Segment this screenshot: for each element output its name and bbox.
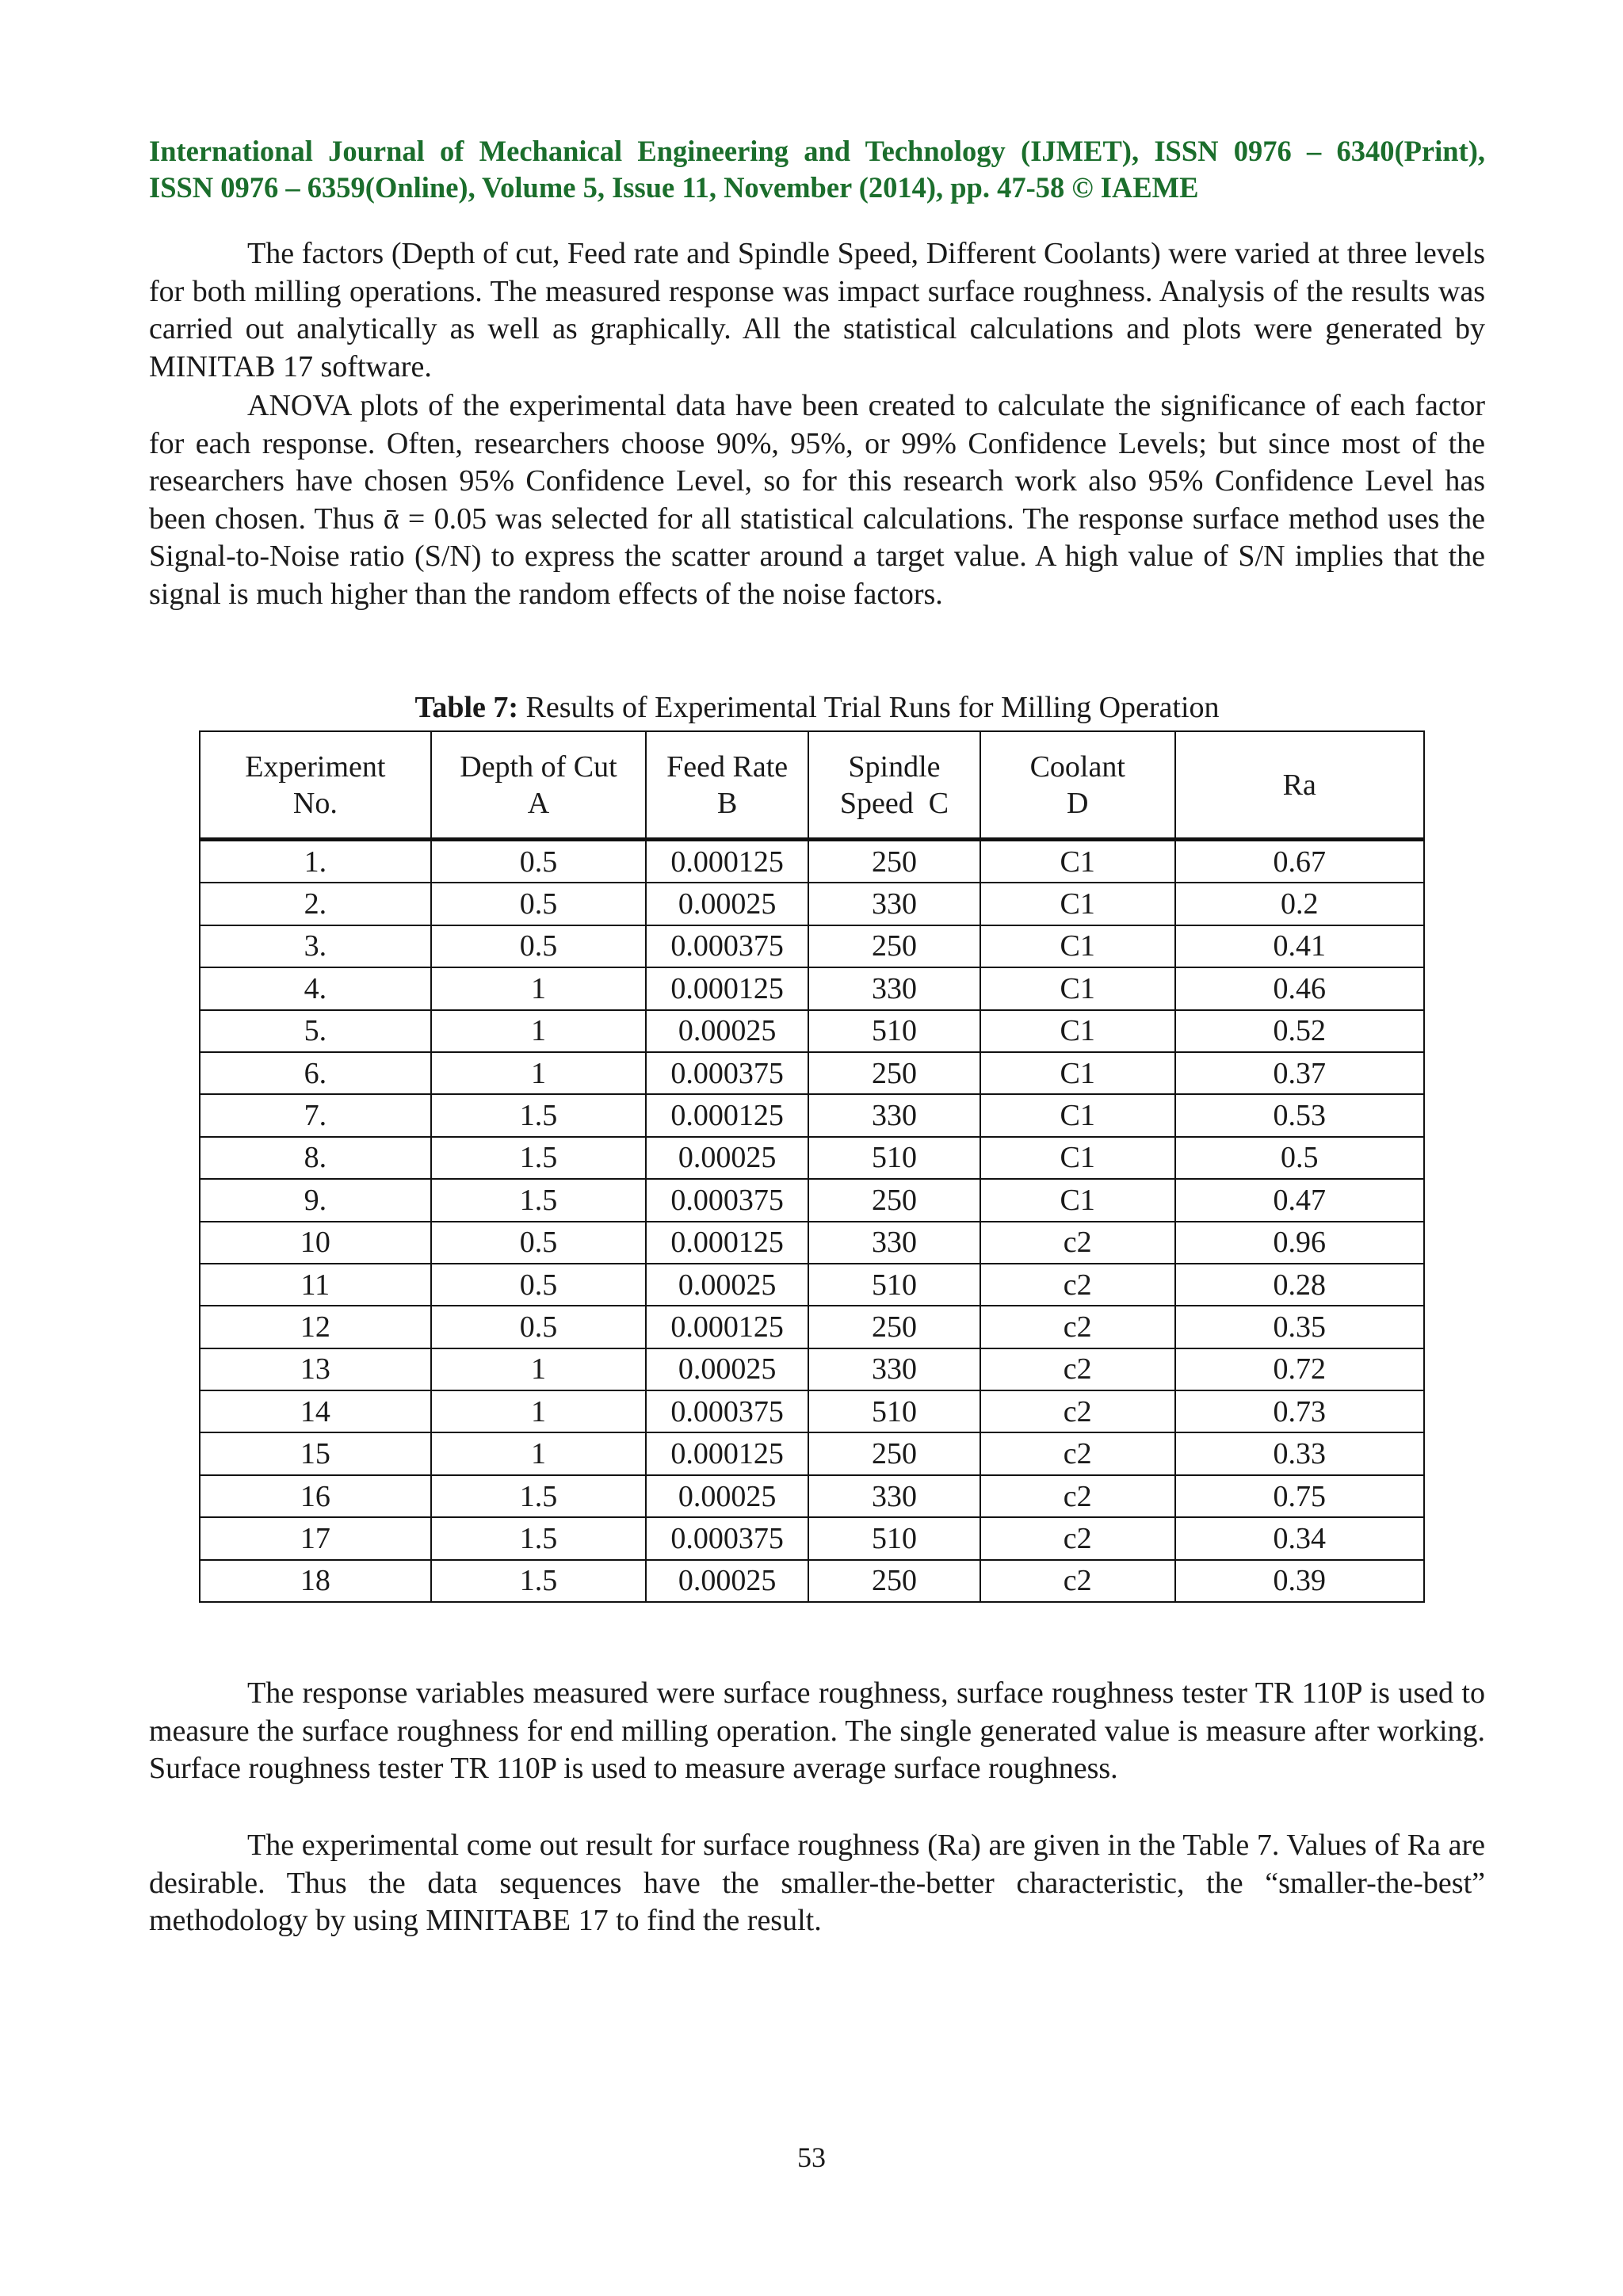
table-cell: 1.5 [431, 1517, 647, 1559]
table-cell: 330 [808, 1222, 980, 1264]
table-caption [149, 689, 1485, 726]
table-cell: 250 [808, 1432, 980, 1474]
table-cell: c2 [980, 1432, 1175, 1474]
results-table [199, 730, 1425, 1603]
table-cell: 0.000375 [646, 1179, 808, 1221]
table-cell: 0.5 [431, 1306, 647, 1348]
table-cell: 0.52 [1175, 1010, 1424, 1052]
paragraph-response-variables [149, 1675, 1485, 1788]
table-cell: 0.72 [1175, 1348, 1424, 1390]
table-cell: 250 [808, 1306, 980, 1348]
table-cell: c2 [980, 1348, 1175, 1390]
table-cell: 0.5 [431, 925, 647, 967]
paragraph-factors [149, 235, 1485, 386]
table-cell: 250 [808, 1179, 980, 1221]
table-cell: C1 [980, 1094, 1175, 1136]
table-cell: c2 [980, 1475, 1175, 1517]
table-cell: 0.96 [1175, 1222, 1424, 1264]
table-cell: 0.67 [1175, 840, 1424, 883]
table-cell: 0.00025 [646, 1475, 808, 1517]
table-cell: 0.000375 [646, 1390, 808, 1432]
table-cell: 0.00025 [646, 1137, 808, 1179]
table-caption-text: Results of Experimental Trial Runs for Milling Operation [518, 691, 1220, 724]
table-row [200, 1560, 1424, 1602]
table-cell: c2 [980, 1264, 1175, 1306]
table-cell: 1 [431, 1052, 647, 1094]
table-cell: 330 [808, 1475, 980, 1517]
table-cell: 0.2 [1175, 883, 1424, 925]
header-coolant [980, 731, 1175, 840]
table-cell: 1.5 [431, 1560, 647, 1602]
header-text: B [716, 786, 738, 820]
table-row [200, 883, 1424, 925]
header-text: A [527, 786, 550, 820]
table-cell: 0.00025 [646, 1348, 808, 1390]
table-cell: 0.75 [1175, 1475, 1424, 1517]
journal-header-line2: ISSN 0976 – 6359(Online), Volume 5, Issue 11, November (2014), pp. 47-58 © IAEME [149, 171, 1199, 204]
table-cell: 0.00025 [646, 1010, 808, 1052]
table-cell: 13 [200, 1348, 431, 1390]
table-cell: c2 [980, 1390, 1175, 1432]
table-row [200, 1010, 1424, 1052]
table-cell: 0.39 [1175, 1560, 1424, 1602]
table-cell: 10 [200, 1222, 431, 1264]
table-cell: 0.000125 [646, 1222, 808, 1264]
journal-header-line1: International Journal of Mechanical Engineering and Technology (IJMET), ISSN 0976 – 6340(Print), [149, 135, 1485, 167]
journal-header [149, 133, 1485, 206]
table-cell: 1.5 [431, 1137, 647, 1179]
table-cell: 1 [431, 967, 647, 1009]
table-cell: 11 [200, 1264, 431, 1306]
header-text: Speed C [839, 786, 949, 820]
table-row [200, 1475, 1424, 1517]
table-cell: 1.5 [431, 1475, 647, 1517]
table-cell: 9. [200, 1179, 431, 1221]
table-row [200, 1052, 1424, 1094]
table-cell: 510 [808, 1010, 980, 1052]
table-cell: c2 [980, 1306, 1175, 1348]
table-cell: 1 [431, 1348, 647, 1390]
table-cell: 0.73 [1175, 1390, 1424, 1432]
table-cell: 330 [808, 1094, 980, 1136]
table-cell: 0.00025 [646, 1560, 808, 1602]
table-cell: 7. [200, 1094, 431, 1136]
paragraph-anova-text: ANOVA plots of the experimental data have been created to calculate the significance of each factor for each response. Often, researchers choose 90%, 95%, or 99% Confidence Levels; but since most of the researchers have chosen 95% Confidence Level, so for this research work also 95% Confidence Level has been chosen. Thus ᾱ = 0.05 was selected for all statistical calculations. The response surface method uses the Signal-to-Noise ratio (S/N) to express the scatter around a target value. A high value of S/N implies that the signal is much higher than the random effects of the noise factors. [149, 389, 1485, 611]
table-cell: C1 [980, 1010, 1175, 1052]
header-text: No. [292, 786, 338, 820]
table-cell: 0.5 [1175, 1137, 1424, 1179]
paragraph-results-text: The experimental come out result for surface roughness (Ra) are given in the Table 7. Values of Ra are desirable. Thus the data sequences have the smaller-the-better characteristic, the “smaller-the-best” methodology by using MINITABE 17 to find the result. [149, 1829, 1485, 1938]
table-cell: 1 [431, 1432, 647, 1474]
paragraph-factors-text: The factors (Depth of cut, Feed rate and Spindle Speed, Different Coolants) were varied at three levels for both milling operations. The measured response was impact surface roughness. Analysis of the results was carried out analytically as well as graphically. All the statistical calculations and plots were generated by MINITAB 17 software. [149, 237, 1485, 383]
table-row [200, 1517, 1424, 1559]
table-row [200, 1432, 1424, 1474]
table-cell: 0.000375 [646, 1517, 808, 1559]
table-cell: 1. [200, 840, 431, 883]
header-text: Coolant [1029, 749, 1125, 784]
paragraph-results [149, 1827, 1485, 1940]
table-cell: C1 [980, 967, 1175, 1009]
table-cell: 510 [808, 1137, 980, 1179]
table-row [200, 1094, 1424, 1136]
table-cell: c2 [980, 1222, 1175, 1264]
table-cell: 0.46 [1175, 967, 1424, 1009]
table-caption-label: Table 7: [414, 691, 519, 724]
table-cell: 0.000125 [646, 840, 808, 883]
table-cell: 330 [808, 883, 980, 925]
table-row [200, 967, 1424, 1009]
table-cell: 0.37 [1175, 1052, 1424, 1094]
table-cell: 0.000375 [646, 1052, 808, 1094]
table-cell: 15 [200, 1432, 431, 1474]
header-experiment-no [200, 731, 431, 840]
table-cell: C1 [980, 883, 1175, 925]
table-cell: 0.35 [1175, 1306, 1424, 1348]
paragraph-response-variables-text: The response variables measured were surface roughness, surface roughness tester TR 110P is used to measure the surface roughness for end milling operation. The single generated value is measure after working. Surface roughness tester TR 110P is used to measure average surface roughness. [149, 1676, 1485, 1786]
table-row [200, 1264, 1424, 1306]
table-cell: C1 [980, 840, 1175, 883]
table-cell: 0.000125 [646, 967, 808, 1009]
table-cell: 1.5 [431, 1094, 647, 1136]
table-cell: 0.5 [431, 883, 647, 925]
table-cell: c2 [980, 1517, 1175, 1559]
table-row [200, 925, 1424, 967]
header-ra [1175, 731, 1424, 840]
table-cell: 8. [200, 1137, 431, 1179]
table-cell: 250 [808, 1560, 980, 1602]
header-spindle-speed [808, 731, 980, 840]
header-depth-of-cut [431, 731, 647, 840]
table-cell: 1 [431, 1010, 647, 1052]
table-cell: C1 [980, 1052, 1175, 1094]
table-cell: 0.53 [1175, 1094, 1424, 1136]
table-cell: 510 [808, 1517, 980, 1559]
header-text: Ra [1282, 768, 1316, 802]
table-cell: 0.5 [431, 1222, 647, 1264]
table-cell: 510 [808, 1390, 980, 1432]
table-row [200, 1306, 1424, 1348]
table-row [200, 1348, 1424, 1390]
paragraph-anova [149, 387, 1485, 614]
table-cell: 4. [200, 967, 431, 1009]
header-text: D [1067, 786, 1089, 820]
table-cell: 0.41 [1175, 925, 1424, 967]
table-cell: C1 [980, 925, 1175, 967]
table-cell: 0.000125 [646, 1306, 808, 1348]
table-cell: 0.000125 [646, 1432, 808, 1474]
table-cell: 250 [808, 925, 980, 967]
table-cell: 510 [808, 1264, 980, 1306]
table-cell: 14 [200, 1390, 431, 1432]
table-cell: 16 [200, 1475, 431, 1517]
table-cell: 330 [808, 967, 980, 1009]
table-row [200, 1179, 1424, 1221]
table-cell: 17 [200, 1517, 431, 1559]
table-cell: 0.5 [431, 1264, 647, 1306]
table-cell: 0.00025 [646, 1264, 808, 1306]
table-cell: 0.000125 [646, 1094, 808, 1136]
table-cell: 0.5 [431, 840, 647, 883]
table-cell: 1.5 [431, 1179, 647, 1221]
header-text: Depth of Cut [460, 749, 617, 784]
table-body [200, 840, 1424, 1603]
table-cell: 6. [200, 1052, 431, 1094]
table-cell: 250 [808, 840, 980, 883]
table-row [200, 1390, 1424, 1432]
table-cell: 330 [808, 1348, 980, 1390]
table-cell: 0.28 [1175, 1264, 1424, 1306]
page-number: 53 [797, 2142, 826, 2173]
table-cell: 12 [200, 1306, 431, 1348]
table-cell: 0.000375 [646, 925, 808, 967]
table-cell: 3. [200, 925, 431, 967]
table-cell: c2 [980, 1560, 1175, 1602]
table-cell: C1 [980, 1137, 1175, 1179]
table-cell: 2. [200, 883, 431, 925]
table-cell: 0.00025 [646, 883, 808, 925]
table-cell: 0.34 [1175, 1517, 1424, 1559]
table-cell: 1 [431, 1390, 647, 1432]
table-cell: 250 [808, 1052, 980, 1094]
table-cell: 5. [200, 1010, 431, 1052]
header-feed-rate [646, 731, 808, 840]
table-row [200, 840, 1424, 883]
header-text: Spindle [848, 749, 941, 784]
table-row [200, 1222, 1424, 1264]
table-cell: 18 [200, 1560, 431, 1602]
table-header-row [200, 731, 1424, 840]
table-cell: 0.47 [1175, 1179, 1424, 1221]
header-text: Feed Rate [666, 749, 789, 784]
table-cell: 0.33 [1175, 1432, 1424, 1474]
table-cell: C1 [980, 1179, 1175, 1221]
header-text: Experiment [245, 749, 386, 784]
table-row [200, 1137, 1424, 1179]
